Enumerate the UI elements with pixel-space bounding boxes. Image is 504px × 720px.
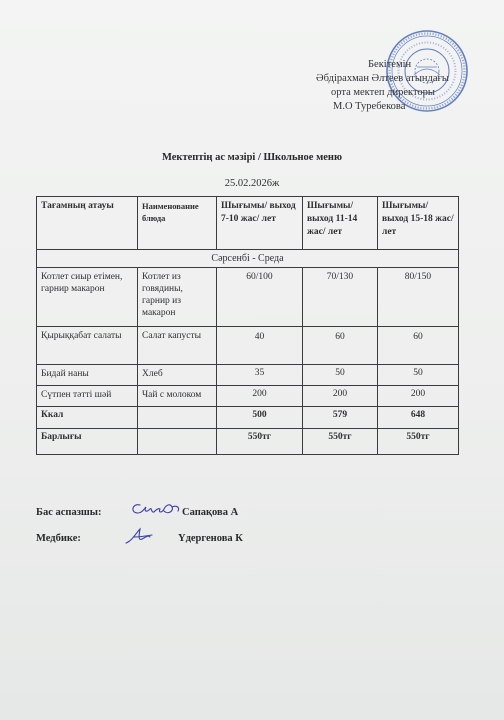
- yield-15-18: 50: [378, 365, 459, 386]
- yield-11-14: 70/130: [303, 268, 378, 327]
- kcal-empty-cell: [138, 407, 217, 429]
- cook-name: Сапақова А: [182, 507, 239, 518]
- yield-15-18: 60: [378, 327, 459, 365]
- nurse-signature-mark: [122, 525, 162, 549]
- approval-title: Бекітемін: [368, 59, 412, 70]
- total-empty-cell: [138, 429, 217, 455]
- nurse-label: Медбике:: [36, 533, 81, 544]
- header-yield-15-18: Шығымы/ выход 15-18 жас/ лет: [378, 197, 459, 250]
- table-row: [37, 365, 459, 386]
- day-label: Сәрсенбі - Среда: [37, 250, 459, 268]
- cook-signature-mark: [128, 499, 184, 521]
- kcal-15-18: 648: [378, 407, 459, 429]
- table-row: [37, 327, 459, 365]
- yield-7-10: 200: [217, 386, 303, 407]
- table-row: [37, 386, 459, 407]
- approval-line-1: Әбдірахман Әлтеев атындағы: [316, 73, 449, 84]
- document-title: Мектептің ас мәзірі / Школьное меню: [162, 152, 342, 163]
- total-row: [37, 429, 459, 455]
- yield-11-14: 50: [303, 365, 378, 386]
- document-date: 25.02.2026ж: [224, 178, 280, 189]
- header-yield-11-14: Шығымы/ выход 11-14 жас/ лет: [303, 197, 378, 250]
- yield-7-10: 35: [217, 365, 303, 386]
- kcal-11-14: 579: [303, 407, 378, 429]
- dish-ru: Салат капусты: [138, 327, 217, 365]
- approval-signer: М.О Туребекова: [333, 101, 406, 112]
- kcal-label: Ккал: [37, 407, 138, 429]
- cook-label: Бас аспазшы:: [36, 507, 102, 518]
- yield-7-10: 40: [217, 327, 303, 365]
- kcal-row: [37, 407, 459, 429]
- menu-table: [36, 196, 459, 455]
- yield-11-14: 60: [303, 327, 378, 365]
- yield-11-14: 200: [303, 386, 378, 407]
- dish-kz: Бидай наны: [37, 365, 138, 386]
- yield-15-18: 200: [378, 386, 459, 407]
- header-yield-7-10: Шығымы/ выход 7-10 жас/ лет: [217, 197, 303, 250]
- dish-kz: Қырыққабат салаты: [37, 327, 138, 365]
- dish-kz: Котлет сиыр етімен, гарнир макарон: [37, 268, 138, 327]
- approval-line-2: орта мектеп директоры: [331, 87, 435, 98]
- header-dish-kz: Тағамның атауы: [37, 197, 138, 250]
- yield-7-10: 60/100: [217, 268, 303, 327]
- kcal-7-10: 500: [217, 407, 303, 429]
- approval-block: [316, 58, 466, 114]
- yield-15-18: 80/150: [378, 268, 459, 327]
- dish-ru: Чай с молоком: [138, 386, 217, 407]
- day-row: [37, 250, 459, 268]
- table-row: [37, 268, 459, 327]
- dish-ru: Котлет из говядины, гарнир из макарон: [138, 268, 217, 327]
- total-15-18: 550тг: [378, 429, 459, 455]
- nurse-name: Үдергенова К: [178, 533, 243, 544]
- total-label: Барлығы: [37, 429, 138, 455]
- header-row: [37, 197, 459, 250]
- dish-ru: Хлеб: [138, 365, 217, 386]
- header-dish-ru: Наименование блюда: [138, 197, 217, 250]
- dish-kz: Сүтпен тәтті шәй: [37, 386, 138, 407]
- total-7-10: 550тг: [217, 429, 303, 455]
- total-11-14: 550тг: [303, 429, 378, 455]
